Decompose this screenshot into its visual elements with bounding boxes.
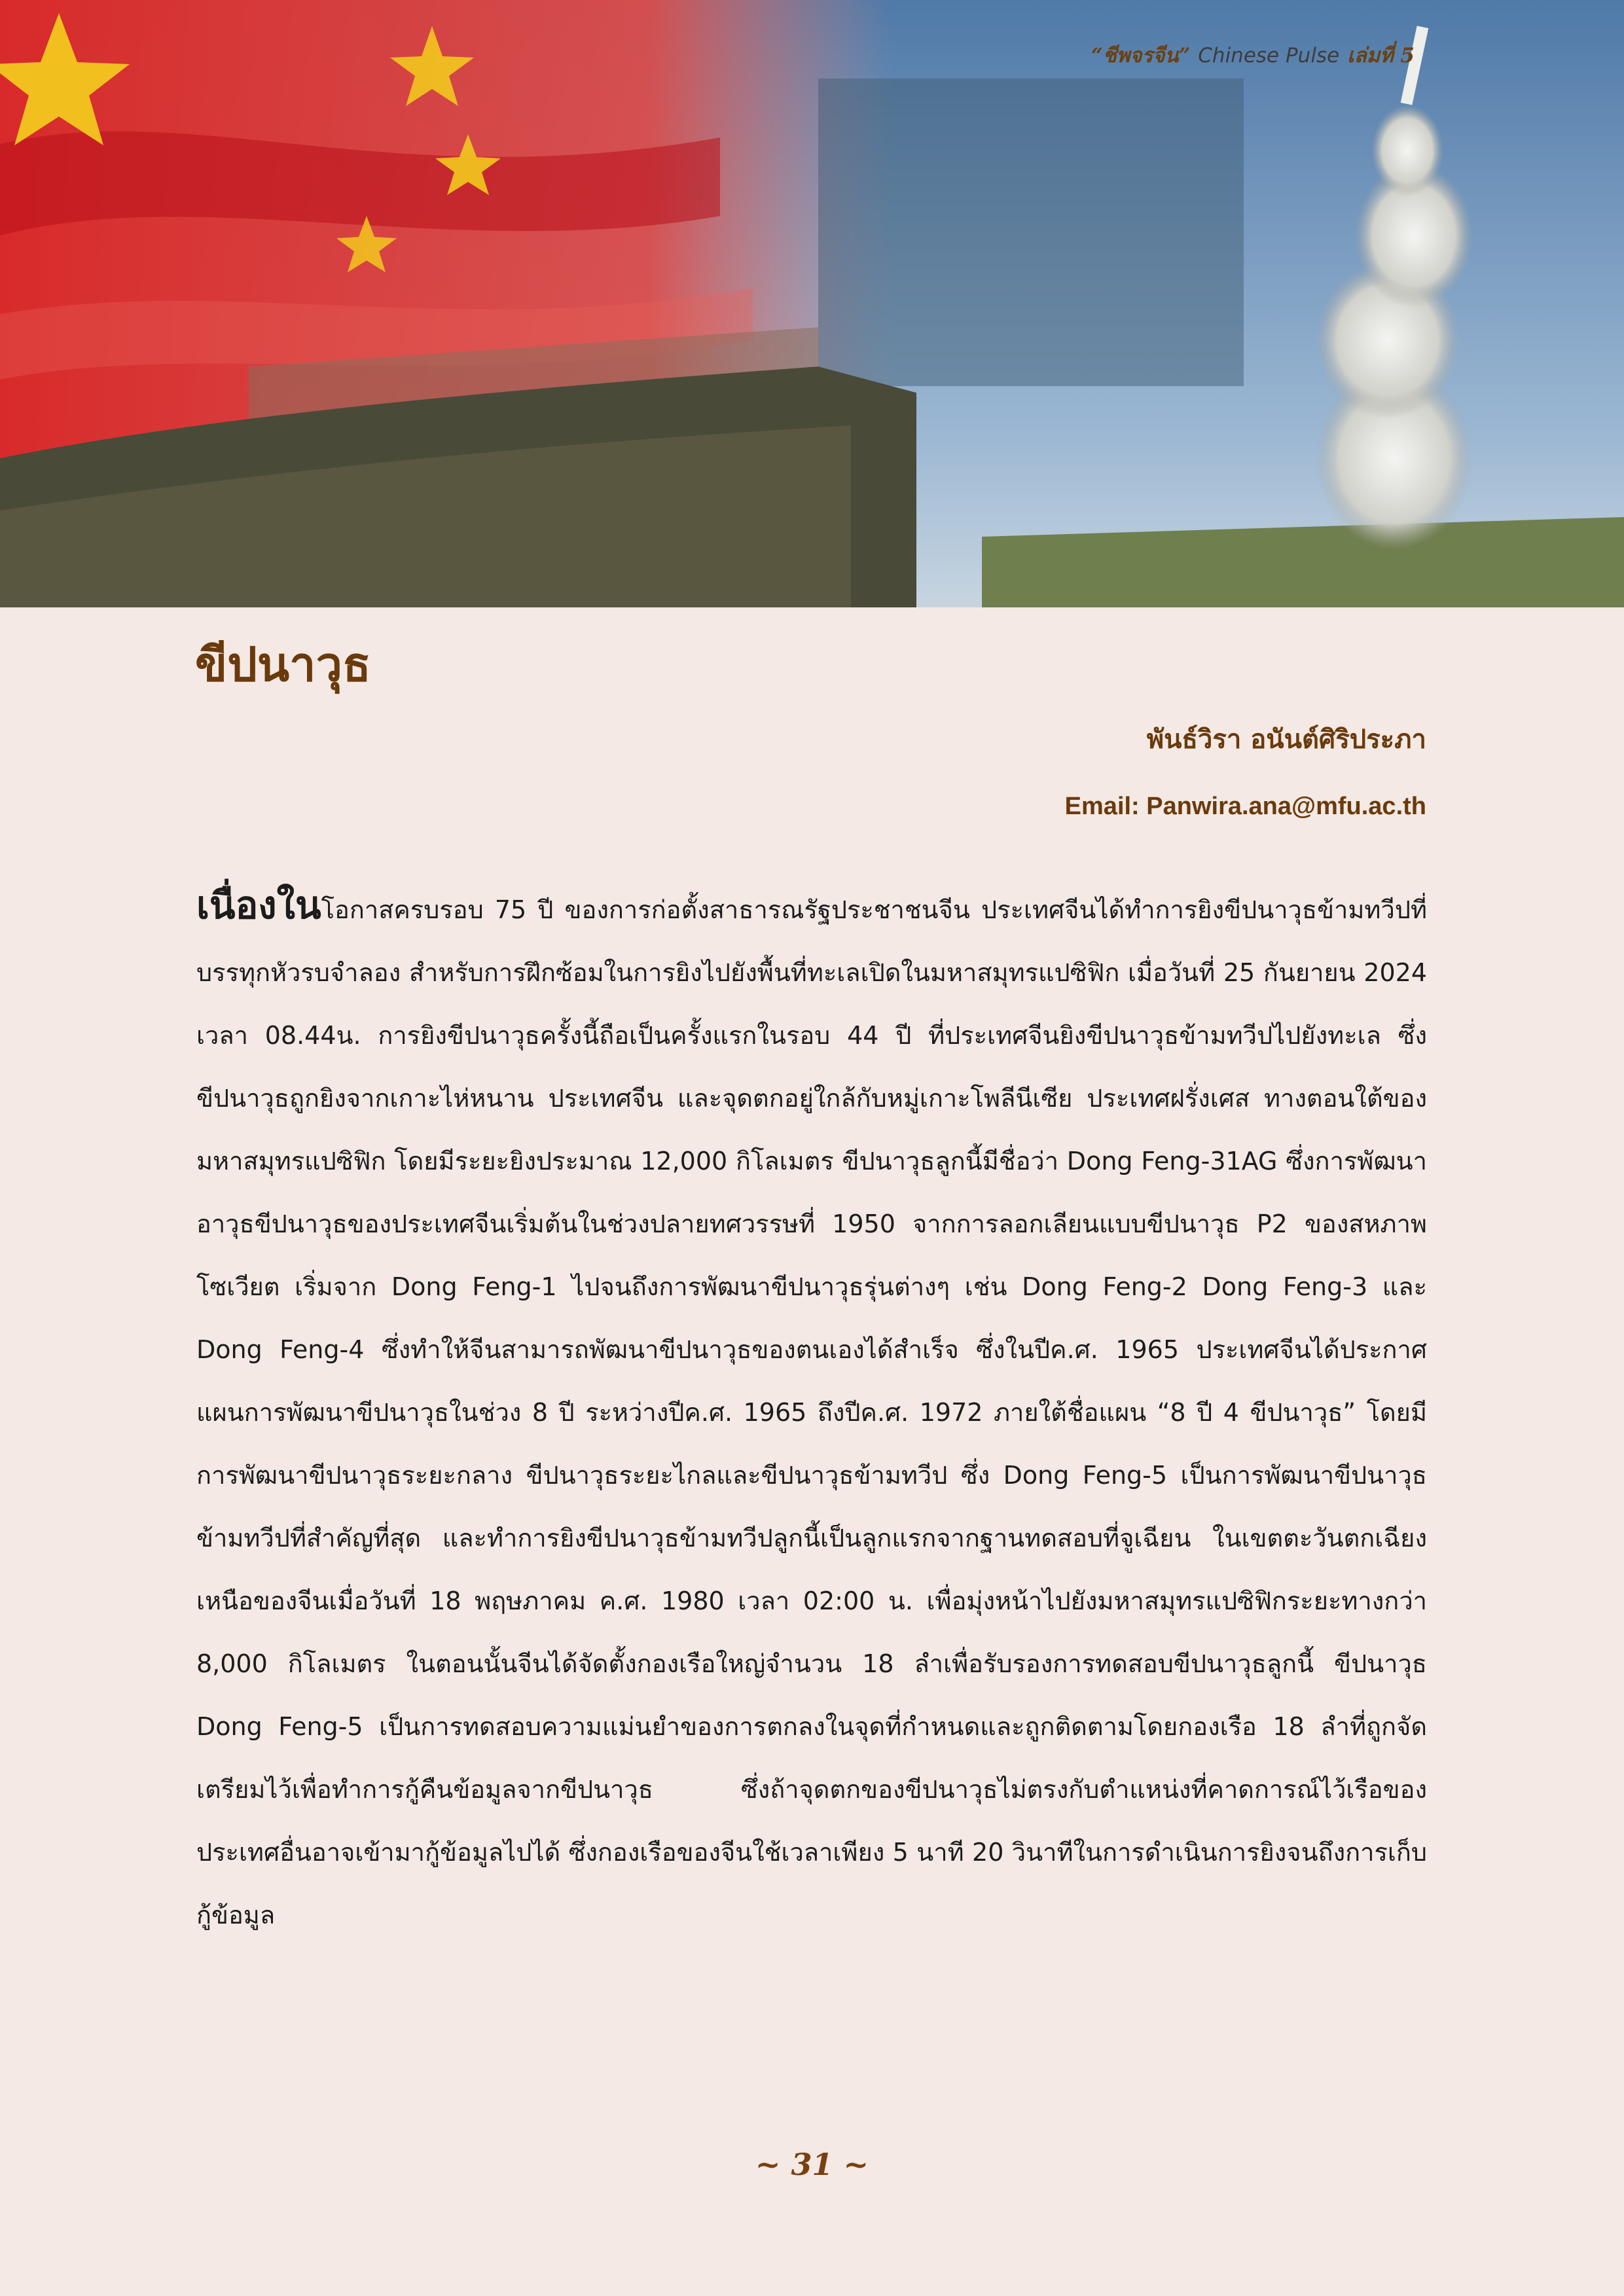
lead-word: เนื่องใน	[196, 883, 321, 927]
magazine-name-english: Chinese Pulse	[1198, 44, 1340, 67]
article-body	[196, 874, 1427, 1946]
article-title: ขีปนาวุธ	[195, 637, 371, 692]
banner-illustration	[0, 0, 1624, 607]
author-email: Email: Panwira.ana@mfu.ac.th	[1064, 793, 1426, 820]
launcher-vehicle	[818, 79, 1244, 386]
magazine-issue-label	[1091, 36, 1415, 75]
page-number: ~ 31 ~	[755, 2147, 869, 2182]
magazine-volume: เล่มที่ 5	[1347, 44, 1415, 67]
header-banner-image	[0, 0, 1624, 607]
article-author: พันธ์วิรา อนันต์ศิริประภา	[1146, 725, 1426, 755]
body-text: โอกาสครบรอบ 75 ปี ของการก่อตั้งสาธารณรัฐประชาชนจีน ประเทศจีนได้ทำการยิงขีปนาวุธข้ามทวีปที่บรรทุกหัวรบจำลอง สำหรับการฝึกซ้อมในการยิงไปยังพื้นที่ทะเลเปิดในมหาสมุทรแปซิฟิก เมื่อวันที่ 25 กันยายน 2024 เวลา 08.44น. การยิงขีปนาวุธครั้งนี้ถือเป็นครั้งแรกในรอบ 44 ปี ที่ประเทศจีนยิงขีปนาวุธข้ามทวีปไปยังทะเล ซึ่งขีปนาวุธถูกยิงจากเกาะไห่หนาน ประเทศจีน และจุดตกอยู่ใกล้กับหมู่เกาะโพลีนีเซีย ประเทศฝรั่งเศส ทางตอนใต้ของมหาสมุทรแปซิฟิก โดยมีระยะยิงประมาณ 12,000 กิโลเมตร ขีปนาวุธลูกนี้มีชื่อว่า Dong Feng-31AG ซึ่งการพัฒนาอาวุธขีปนาวุธของประเทศจีนเริ่มต้นในช่วงปลายทศวรรษที่ 1950 จากการลอกเลียนแบบขีปนาวุธ P2 ของสหภาพโซเวียต เริ่มจาก Dong Feng-1 ไปจนถึงการพัฒนาขีปนาวุธรุ่นต่างๆ เช่น Dong Feng-2 Dong Feng-3 และ Dong Feng-4 ซึ่งทำให้จีนสามารถพัฒนาขีปนาวุธของตนเองได้สำเร็จ ซึ่งในปีค.ศ. 1965 ประเทศจีนได้ประกาศแผนการพัฒนาขีปนาวุธในช่วง 8 ปี ระหว่างปีค.ศ. 1965 ถึงปีค.ศ. 1972 ภายใต้ชื่อแผน “8 ปี 4 ขีปนาวุธ” โดยมีการพัฒนาขีปนาวุธระยะกลาง ขีปนาวุธระยะไกลและขีปนาวุธข้ามทวีป ซึ่ง Dong Feng-5 เป็นการพัฒนาขีปนาวุธข้ามทวีปที่สำคัญที่สุด และทำการยิงขีปนาวุธข้ามทวีปลูกนี้เป็นลูกแรกจากฐานทดสอบที่จูเฉียน ในเขตตะวันตกเฉียงเหนือของจีนเมื่อวันที่ 18 พฤษภาคม ค.ศ. 1980 เวลา 02:00 น. เพื่อมุ่งหน้าไปยังมหาสมุทรแปซิฟิกระยะทางกว่า 8,000 กิโลเมตร ในตอนนั้นจีนได้จัดตั้งกองเรือใหญ่จำนวน 18 ลำเพื่อรับรองการทดสอบขีปนาวุธลูกนี้ ขีปนาวุธ Dong Feng-5 เป็นการทดสอบความแม่นยำของการตกลงในจุดที่กำหนดและถูกติดตามโดยกองเรือ 18 ลำที่ถูกจัดเตรียมไว้เพื่อทำการกู้คืนข้อมูลจากขีปนาวุธ ซึ่งถ้าจุดตกของขีปนาวุธไม่ตรงกับตำแหน่งที่คาดการณ์ไว้เรือของประเทศอื่นอาจเข้ามากู้ข้อมูลไปได้ ซึ่งกองเรือของจีนใช้เวลาเพียง 5 นาที 20 วินาทีในการดำเนินการยิงจนถึงการเก็บกู้ข้อมูล	[196, 895, 1427, 1929]
magazine-name-thai: “ชีพจรจีน”	[1091, 44, 1191, 67]
